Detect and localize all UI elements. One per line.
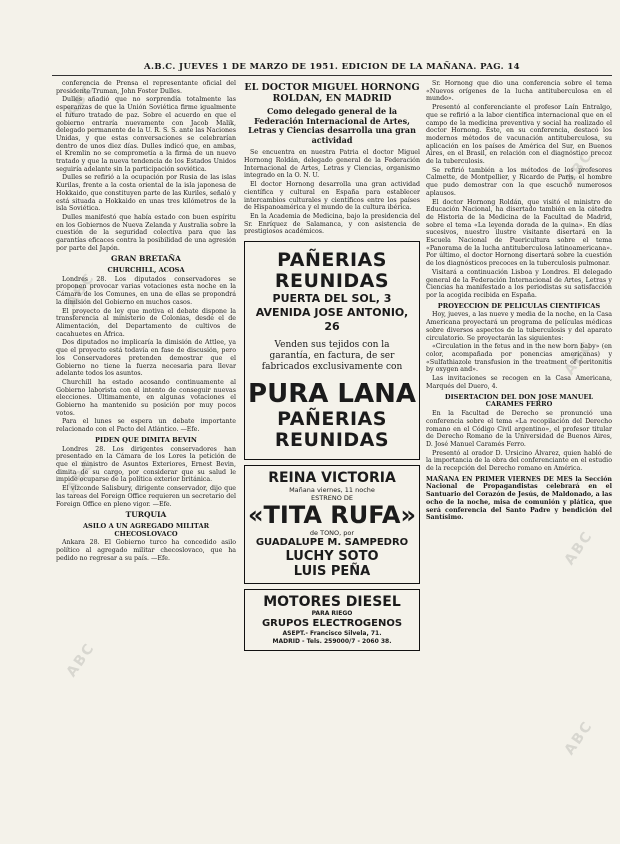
ad-star: LUCHY SOTO [285,549,379,565]
article-paragraph: Sr. Hornong que dio una conferencia sobre el tema «Nuevos orígenes de la lucha antituberculosa en el mundo». [426,80,612,103]
watermark: ABC [63,639,99,681]
article-paragraph: Las invitaciones se recogen en la Casa Americana, Marqués del Duero, 4. [426,375,612,390]
ad-address: AVENIDA JOSE ANTONIO, 26 [255,306,409,334]
section-subheading: ASILO A UN AGREGADO MILITAR CHECOSLOVACO [82,521,210,538]
article-paragraph: Para el lunes se espera un debate importante relacionado con el Pacto del Atlántico. —Efe. [56,418,236,434]
watermark: ABC [561,147,597,189]
page-header: A.B.C. JUEVES 1 DE MARZO DE 1951. EDICION DE LA MAÑANA. PAG. 14 [144,62,520,72]
watermark: ABC [63,269,99,311]
ad-address: PUERTA DEL SOL, 3 [272,292,392,306]
article-paragraph: Londres 28. Los dirigentes conservadores han presentado en la Cámara de los Lores la petición de que el ministro de Asuntos Exteriores, Ernest Bevin, dimita de su cargo, por considerar que su salud le impide ocuparse de la política exterior británica. [56,445,236,484]
headline: EL DOCTOR MIGUEL HORNONG ROLDAN, EN MADRID [244,82,420,104]
section-heading: PIDEN QUE DIMITA BEVIN [95,435,197,444]
article-paragraph: En la Academia de Medicina, bajo la presidencia del Sr. Enríquez de Salamanca, y con asistencia de prestigiosos académicos. [244,213,420,236]
ad-estreno: ESTRENO DE [311,494,353,503]
article-paragraph: Hoy, jueves, a las nueve y media de la noche, en la Casa Americana proyectará un programa de películas médicas sobre diversos aspectos de la tuberculosis y del aparato circulatorio. Se proyectarán las siguientes: [426,311,612,342]
lead-paragraph: Como delegado general de la Federación Internacional de Artes, Letras y Ciencias desarrolla una gran actividad [248,106,416,145]
article-paragraph: Dulles manifestó que había estado con buen espíritu en los Gobiernos de Nueva Zelanda y Australia sobre la cuestión de la seguridad colectiva para que las garantías eficaces contra la posibilidad de una agresión por parte del Japón. [56,213,236,252]
watermark: ABC [561,717,597,759]
article-paragraph: Dulles se refirió a la ocupación por Rusia de las islas Kurilas, frente a la costa oriental de la isla japonesa de Hokkaido, que constituyen parte de las Kuriles, señaló y está situada a Hokkaido en unas tres kilómetros de la isla Soviética. [56,174,236,213]
ad-text: Venden sus tejidos con la garantía, en factura, de ser fabricados exclusivamente con [261,340,403,373]
column-2 [244,80,420,840]
article-paragraph: Se refirió también a los métodos de los profesores Calmette, de Montpellier, y Ricardo de Paris, el hombre que pudo demostrar con la que escuchó numerosos aplausos. [426,166,612,197]
article-paragraph: Se encuentra en nuestra Patria el doctor Miguel Hornong Roldán, delegado general de la Federación Internacional de Artes, Letras y Ciencias, organismo integrado en la O. N. U. [244,149,420,180]
article-paragraph: En la Facultad de Derecho se pronunció una conferencia sobre el tema «La recopilación del Derecho romano en el Código Civil argentino», el profesor titular de Derecho Romano de la Universidad de Buenos Aires, D. José Manuel Caramés Ferro. [426,410,612,448]
section-heading: GRAN BRETAÑA [111,254,181,264]
header-rule [52,75,612,76]
ad-star: LUIS PEÑA [293,564,371,580]
article-paragraph: El proyecto de ley que motiva el debate dispone la transferencia al ministerio de Colonias, desde el de Alimentación, del Departamento de cultivos de cacahuetes en África. [56,307,236,338]
advertisement-panerias [244,241,420,460]
advertisement-motors [244,589,420,651]
article-paragraph: conferencia de Prensa el representante oficial del presidente Truman, John Foster Dulles. [56,80,236,95]
column-1 [56,80,236,840]
watermark: ABC [561,337,597,379]
article-paragraph: El vizconde Salisbury, dirigente conservador, dijo que las tareas del Foreign Office requieren un secretario del Foreign Office en pleno vigor. —Efe. [56,485,236,508]
article-paragraph: El doctor Hornong desarrolla una gran actividad científica y cultural en España para establecer intercambios culturales y científicos entre los países de Hispanoamérica y el mundo de la cultura ibérica. [244,181,420,212]
article-paragraph: Presentó al conferenciante el profesor Laín Entralgo, que se refirió a la labor científica internacional que en el campo de la medicina preventiva y social ha realizado el doctor Hornong. Éste, en su conferencia, destacó los modernos métodos de vacunación antituberculosa, su aplicación en los países de América del Sur, en Buenos Aires, en el Brasil, en relación con el diagnóstico precoz de la tuberculosis. [426,104,612,166]
ad-author: de TONO, por [309,529,355,538]
article-paragraph: Dos diputados no implicaría la dimisión de Attlee, ya que el proyecto está todavía en fase de discusión, pero los Conservadores pretenden demostrar que el Gobierno no tiene la fuerza necesaria para llevar adelante todos los asuntos. [56,339,236,378]
article-paragraph: Presentó al orador D. Ursicino Álvarez, quien habló de la importancia de la obra del conferenciante en el estudio de la recepción del Derecho romano en América. [426,449,612,473]
watermark: ABC [63,455,99,497]
column-3 [426,80,612,840]
section-heading: PROYECCION DE PELICULAS CIENTIFICAS [437,301,601,310]
ad-company: ASEPT.- Francisco Silvela, 71. [282,630,382,638]
article-paragraph: Ankara 28. El Gobierno turco ha concedido asilo político al agregado militar checoslovaco, que ha pedido no regresar a su país. —Efe. [56,539,236,562]
advertisement-theatre [244,465,420,584]
ad-theatre-name: REINA VICTORIA [268,470,396,487]
ad-product-title: MOTORES DIESEL [263,594,401,611]
ad-brand: PAÑERIAS REUNIDAS [274,249,390,293]
ad-slogan: PURA LANA [248,379,416,410]
ad-contact: MADRID - Tels. 259000/7 - 2060 38. [272,638,392,646]
article-paragraph: Churchill ha estado acosando continuamente al Gobierno laborista con el intento de conseguir nuevas elecciones. Últimamente, en algunas votaciones el Gobierno ha mantenido su posición por muy pocos votos. [56,378,236,417]
ad-brand: PAÑERIAS REUNIDAS [274,408,390,452]
article-paragraph: «Circulation in the fetus and in the new born baby» (en color, acompañada por ponencias americanas) y «Sulfathiazole transfusion in the treatment of peritonitis by oxygen and». [426,343,612,374]
section-subheading: CHURCHILL, ACOSA [107,265,185,274]
ad-company: GUADALUPE M. SAMPEDRO [255,537,409,549]
article-paragraph: Dulles añadió que no sorprendía totalmente las esperanzas de que la Unión Soviética firme igualmente el futuro tratado de paz. Sobre el acuerdo en que el gobierno entraría nuevamente con Jacob Malik, delegado permanente de la U. R. S. S. ante las Naciones Unidas, y que estas conversaciones se celebrarían dentro de unos diez días. Dulles indicó que, en ambas, el Kremlin no se comprometía a la firma de un nuevo tratado y que la nueva tendencia de los Estados Unidos seguiría adelante sin la participación soviética. [56,96,236,173]
notice-paragraph: MAÑANA EN PRIMER VIERNES DE MES la Sección Nacional de Propagandistas celebrará en el Santuario del Corazón de Jesús, de Maldonado, a las ocho de la noche, misa de comunión y plática, que será conferencia del Santo Padre y bendición del Santísimo. [426,475,612,522]
ad-subtitle: PARA RIEGO [311,610,353,618]
article-paragraph: Londres 28. Los diputados conservadores se proponen provocar varias votaciones esta noche en la Cámara de los Comunes, en una de ellas se propondrá la dimisión del Gobierno en muchos casos. [56,275,236,306]
article-paragraph: Visitará a continuación Lisboa y Londres. El delegado general de la Federación Internacional de Artes, Letras y Ciencias ha manifestado a los periodistas su satisfacción por la acogida recibida en España. [426,268,612,299]
section-heading: TURQUIA [125,510,167,520]
watermark: ABC [561,527,597,569]
watermark: ABC [63,79,99,121]
ad-play-title: «TITA RUFA» [248,501,416,530]
section-heading: DISERTACION DEL DON JOSE MANUEL CARAMES FERRO [444,392,594,409]
article-paragraph: El doctor Hornong Roldán, que visitó el ministro de Educación Nacional, ha disertado también en la cátedra de Historia de la Medicina de la Facultad de Madrid, sobre el tema «La leyenda dorada de la quina». En días sucesivos, nuestro ilustre visitante disertará en la Escuela Nacional de Puericultura sobre el tema «Panorama de la lucha antituberculosa latinoamericana». Por último, el doctor Hornong disertará sobre la cuestión de los diagnósticos precoces en la tuberculosis pulmonar. [426,198,612,268]
ad-schedule: Mañana viernes, 11 noche [289,486,375,495]
ad-product: GRUPOS ELECTROGENOS [261,618,403,630]
